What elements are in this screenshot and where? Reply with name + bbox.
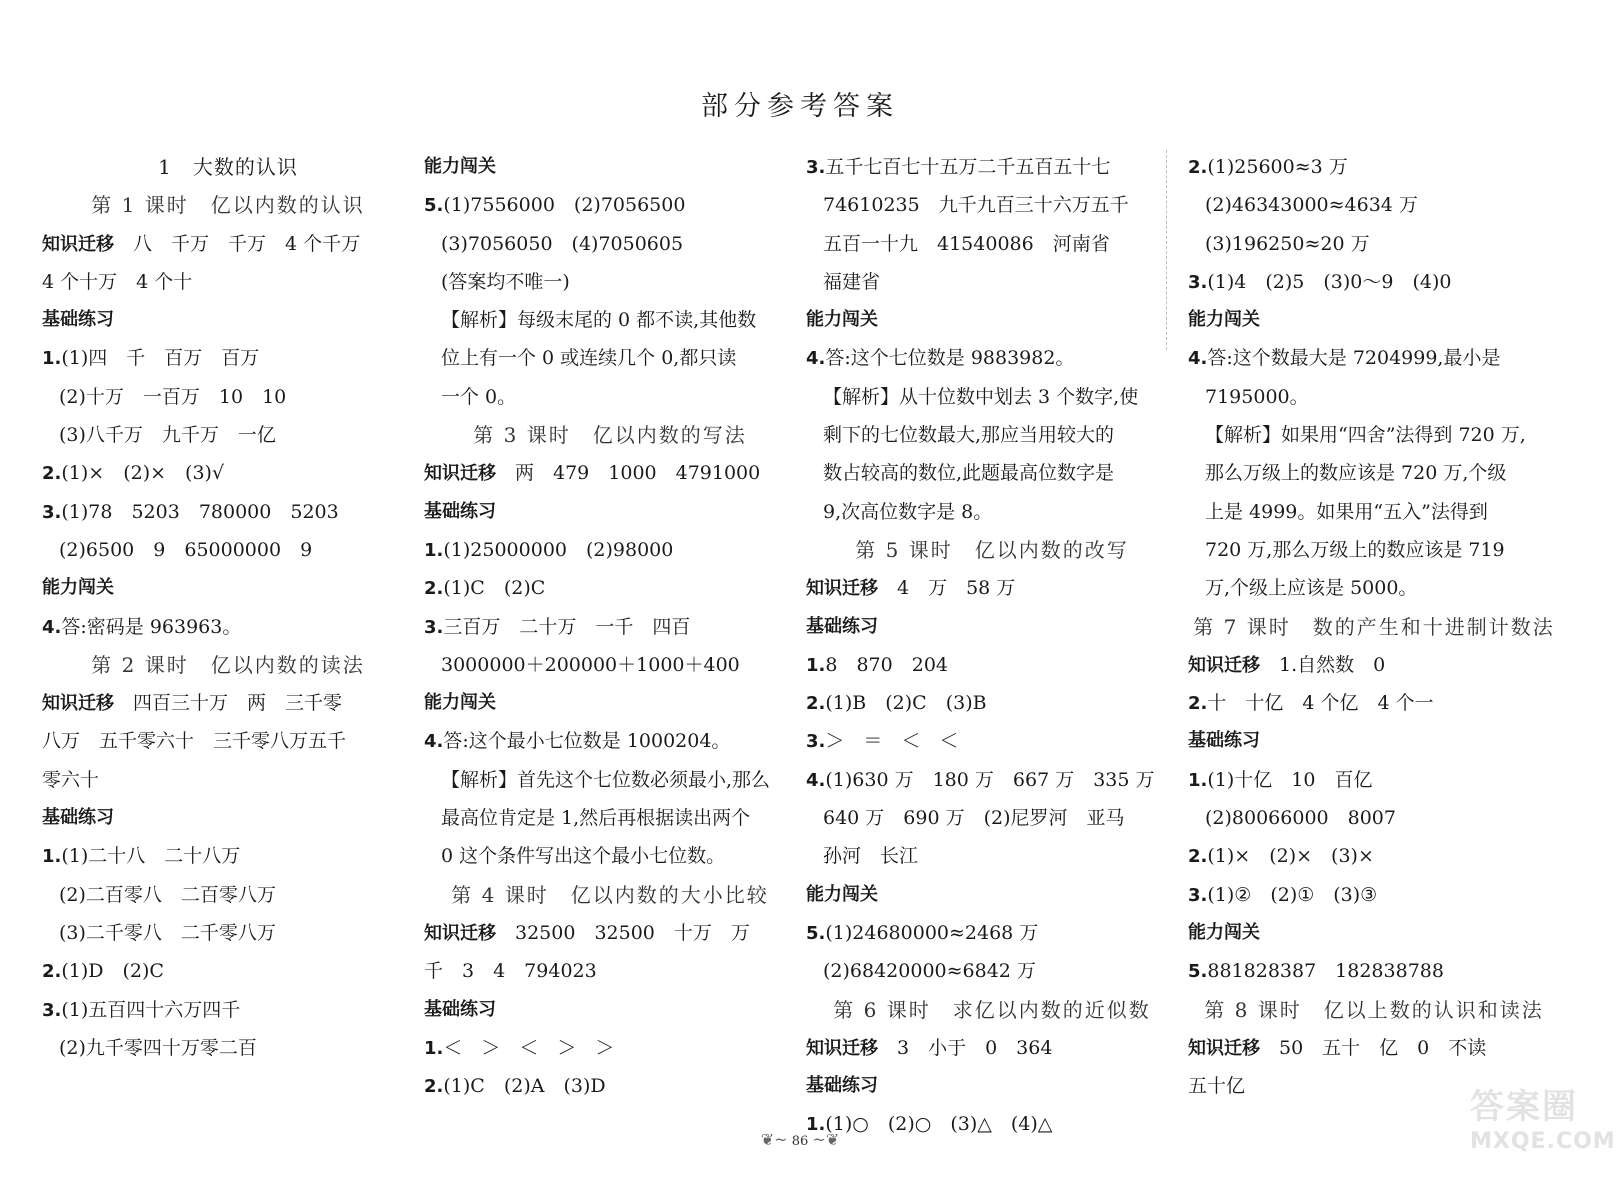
section-heading: 能力闯关 — [42, 577, 114, 599]
page-title: 部分参考答案 — [701, 91, 899, 122]
knowledge-transfer-line — [42, 225, 414, 263]
answer-item — [42, 837, 414, 875]
section-label: 知识迁移 — [1188, 654, 1260, 676]
item-number: 4. — [806, 769, 826, 791]
answer-text: 八 千万 千万 4 个千万 — [114, 232, 361, 255]
answer-item — [1188, 876, 1560, 914]
item-number: 1. — [424, 1037, 444, 1059]
section-label: 知识迁移 — [806, 1037, 878, 1059]
answer-text: 答:这个七位数是 9883982。 — [825, 347, 1075, 370]
answer-line: (答案均不唯一) — [441, 270, 570, 293]
item-number: 4. — [1188, 348, 1208, 370]
answer-text: (1)24680000≈2468 万 — [825, 921, 1039, 944]
answer-text: 881828387 182838788 — [1207, 960, 1444, 983]
answer-line: (3)二千零八 二千零八万 — [59, 921, 276, 944]
answer-line: 零六十 — [42, 768, 100, 791]
lesson-heading: 第 8 课时 亿以上数的认识和读法 — [1204, 997, 1544, 1022]
answer-line: 【解析】首先这个七位数必须最小,那么 — [441, 768, 771, 791]
item-number: 2. — [424, 1076, 444, 1098]
lesson-heading: 第 7 课时 数的产生和十进制计数法 — [1193, 614, 1555, 639]
answer-item — [806, 722, 1178, 760]
answer-text: (1)630 万 180 万 667 万 335 万 — [825, 768, 1155, 791]
item-number: 5. — [806, 922, 826, 944]
answer-text: (1)B (2)C (3)B — [825, 692, 987, 715]
answer-text: (1)7556000 (2)7056500 — [443, 194, 686, 217]
item-number: 5. — [424, 195, 444, 217]
item-number: 1. — [806, 654, 826, 676]
answer-item — [424, 1029, 796, 1067]
answer-line: 【解析】每级末尾的 0 都不读,其他数 — [441, 309, 757, 332]
section-heading: 能力闯关 — [424, 692, 496, 714]
answer-line: 那么万级上的数应该是 720 万,个级 — [1205, 462, 1507, 485]
ornament-left-icon: ❦~ — [760, 1130, 788, 1149]
lesson-heading: 第 4 课时 亿以内数的大小比较 — [451, 882, 769, 907]
item-number: 1. — [806, 1114, 826, 1136]
item-number: 2. — [1188, 693, 1208, 715]
answer-text: 50 五十 亿 0 不读 — [1260, 1036, 1487, 1059]
answer-line: 千 3 4 794023 — [424, 960, 597, 983]
answer-line: (2)68420000≈6842 万 — [823, 960, 1036, 983]
answer-line: (2)二百零八 二百零八万 — [59, 883, 276, 906]
chapter-heading: 1 大数的认识 — [158, 155, 298, 179]
answer-line: 【解析】如果用“四舍”法得到 720 万, — [1205, 424, 1526, 447]
answer-text: (1)四 千 百万 百万 — [61, 347, 260, 370]
answer-text: 十 十亿 4 个亿 4 个一 — [1207, 692, 1434, 715]
item-number: 3. — [806, 731, 826, 753]
section-label: 知识迁移 — [42, 233, 114, 255]
section-label: 知识迁移 — [424, 463, 496, 485]
item-number: 3. — [1188, 271, 1208, 293]
answer-text: 8 870 204 — [825, 653, 948, 676]
item-number: 2. — [42, 463, 62, 485]
answer-text: (1)4 (2)5 (3)0～9 (4)0 — [1207, 270, 1452, 293]
section-label: 知识迁移 — [1188, 1037, 1260, 1059]
answer-item — [42, 339, 414, 377]
answer-text: ＜ ＞ ＜ ＞ ＞ — [443, 1036, 615, 1059]
watermark-bottom: MXQE.COM — [1470, 1129, 1616, 1154]
item-number: 4. — [806, 348, 826, 370]
answer-text: 32500 32500 十万 万 — [496, 921, 750, 944]
answer-line: (2)80066000 8007 — [1205, 807, 1396, 830]
answer-line: (2)6500 9 65000000 9 — [59, 538, 313, 561]
answer-text: (1)十亿 10 百亿 — [1207, 768, 1373, 791]
item-number: 2. — [42, 961, 62, 983]
answer-item — [806, 914, 1178, 952]
item-number: 4. — [424, 731, 444, 753]
section-heading: 基础练习 — [424, 500, 496, 522]
watermark-logo — [1470, 1085, 1616, 1175]
answer-item — [424, 722, 796, 760]
answer-line: 剩下的七位数最大,那应当用较大的 — [823, 424, 1115, 447]
item-number: 3. — [1188, 884, 1208, 906]
answer-line: 640 万 690 万 (2)尼罗河 亚马 — [823, 807, 1125, 830]
knowledge-transfer-line — [424, 454, 796, 492]
answer-line: 4 个十万 4 个十 — [42, 270, 193, 293]
answer-item — [424, 186, 796, 224]
answer-text: 3 小于 0 364 — [878, 1036, 1053, 1059]
answer-text: (1)× (2)× (3)× — [1207, 845, 1374, 868]
section-heading: 能力闯关 — [1188, 309, 1260, 331]
answer-item — [806, 148, 1178, 186]
lesson-heading: 第 3 课时 亿以内数的写法 — [473, 423, 747, 448]
answer-line: 一个 0。 — [441, 385, 517, 408]
answer-line: 【解析】从十位数中划去 3 个数字,使 — [823, 385, 1139, 408]
knowledge-transfer-line — [42, 684, 414, 722]
item-number: 2. — [806, 693, 826, 715]
item-number: 5. — [1188, 961, 1208, 983]
answer-line: 3000000＋200000＋1000＋400 — [441, 653, 740, 676]
item-number: 1. — [1188, 769, 1208, 791]
section-heading: 基础练习 — [1188, 730, 1260, 752]
item-number: 3. — [424, 616, 444, 638]
answer-line: 720 万,那么万级上的数应该是 719 — [1205, 538, 1505, 561]
answer-text: 三百万 二十万 一千 四百 — [443, 615, 691, 638]
answer-column-4 — [1188, 148, 1560, 1105]
ornament-right-icon: ~❦ — [812, 1130, 840, 1149]
section-heading: 基础练习 — [42, 807, 114, 829]
answer-text: (1)× (2)× (3)√ — [61, 462, 225, 485]
answer-item — [424, 531, 796, 569]
answer-text: 答:这个最小七位数是 1000204。 — [443, 730, 731, 753]
section-heading: 能力闯关 — [424, 156, 496, 177]
answer-line: (3)196250≈20 万 — [1205, 232, 1370, 255]
section-heading: 能力闯关 — [1188, 921, 1260, 943]
answer-line: (2)九千零四十万零二百 — [59, 1036, 257, 1059]
answer-line: 9,次高位数字是 8。 — [823, 500, 993, 523]
answer-text: 四百三十万 两 三千零 — [114, 692, 343, 715]
answer-text: (1)C (2)A (3)D — [443, 1075, 606, 1098]
item-number: 2. — [1188, 846, 1208, 868]
answer-item — [424, 608, 796, 646]
answer-item — [1188, 148, 1560, 186]
answer-text: (1)二十八 二十八万 — [61, 845, 241, 868]
watermark-top: 答案圈 — [1470, 1087, 1578, 1127]
section-label: 知识迁移 — [42, 693, 114, 715]
answer-item — [806, 339, 1178, 377]
answer-text: 五千七百七十五万二千五百五十七 — [825, 156, 1111, 178]
answer-item — [1188, 339, 1560, 377]
knowledge-transfer-line — [806, 1029, 1178, 1067]
answer-item — [1188, 761, 1560, 799]
answer-item — [806, 646, 1178, 684]
answer-line: 74610235 九千九百三十六万五千 — [823, 194, 1129, 217]
lesson-heading: 第 5 课时 亿以内数的改写 — [855, 537, 1129, 562]
answer-text: 4 万 58 万 — [878, 577, 1016, 600]
answer-line: (3)八千万 九千万 一亿 — [59, 424, 276, 447]
answer-column-2 — [424, 148, 796, 1105]
answer-item — [42, 952, 414, 990]
answer-line: (2)十万 一百万 10 10 — [59, 385, 287, 408]
knowledge-transfer-line — [806, 569, 1178, 607]
answer-text: (1)五百四十六万四千 — [61, 998, 241, 1021]
answer-text: 答:密码是 963963。 — [61, 615, 242, 638]
answer-line: (3)7056050 (4)7050605 — [441, 232, 684, 255]
answer-column-1 — [42, 148, 414, 1067]
section-heading: 基础练习 — [806, 1075, 878, 1097]
answer-line: 最高位肯定是 1,然后再根据读出两个 — [441, 807, 751, 830]
answer-text: (1)D (2)C — [61, 960, 164, 983]
page-footer — [0, 1130, 1600, 1149]
section-label: 知识迁移 — [806, 578, 878, 600]
answer-text: (1)C (2)C — [443, 577, 546, 600]
section-heading: 基础练习 — [42, 309, 114, 331]
answer-text: 答:这个数最大是 7204999,最小是 — [1207, 347, 1501, 370]
answer-item — [1188, 837, 1560, 875]
section-heading: 基础练习 — [424, 998, 496, 1020]
answer-line: 八万 五千零六十 三千零八万五千 — [42, 730, 347, 753]
item-number: 2. — [1188, 157, 1208, 178]
answer-text: (1)78 5203 780000 5203 — [61, 500, 339, 523]
item-number: 4. — [42, 616, 62, 638]
answer-line: (2)46343000≈4634 万 — [1205, 194, 1418, 217]
answer-line: 上是 4999。如果用“五入”法得到 — [1205, 500, 1488, 523]
answer-text: (1)② (2)① (3)③ — [1207, 883, 1378, 906]
answer-item — [424, 569, 796, 607]
section-heading: 能力闯关 — [806, 309, 878, 331]
answer-line: 数占较高的数位,此题最高位数字是 — [823, 462, 1115, 485]
answer-text: (1)○ (2)○ (3)△ (4)△ — [825, 1113, 1053, 1136]
answer-line: 孙河 长江 — [823, 845, 919, 868]
item-number: 1. — [42, 846, 62, 868]
answer-item — [42, 608, 414, 646]
answer-text: 1.自然数 0 — [1260, 653, 1386, 676]
answer-item — [1188, 684, 1560, 722]
answer-line: 位上有一个 0 或连续几个 0,都只读 — [441, 347, 737, 370]
answer-line: 0 这个条件写出这个最小七位数。 — [441, 845, 726, 868]
knowledge-transfer-line — [424, 914, 796, 952]
knowledge-transfer-line — [1188, 646, 1560, 684]
answer-text: (1)25000000 (2)98000 — [443, 538, 674, 561]
section-heading: 能力闯关 — [806, 883, 878, 905]
page-number: 86 — [791, 1134, 809, 1149]
answer-item — [42, 991, 414, 1029]
answer-item — [806, 684, 1178, 722]
answer-line: 福建省 — [823, 270, 881, 293]
item-number: 3. — [42, 501, 62, 523]
answer-item — [42, 493, 414, 531]
answer-line: 万,个级上应该是 5000。 — [1205, 577, 1418, 600]
knowledge-transfer-line — [1188, 1029, 1560, 1067]
answer-text: 两 479 1000 4791000 — [496, 462, 761, 485]
item-number: 1. — [42, 348, 62, 370]
answer-line: 7195000。 — [1205, 385, 1309, 408]
item-number: 1. — [424, 539, 444, 561]
item-number: 3. — [806, 157, 826, 178]
section-label: 知识迁移 — [424, 922, 496, 944]
answer-line: 五百一十九 41540086 河南省 — [823, 232, 1110, 255]
answer-line: 五十亿 — [1188, 1075, 1246, 1098]
answer-text: ＞ ＝ ＜ ＜ — [825, 730, 959, 753]
answer-item — [424, 1067, 796, 1105]
answer-column-3 — [806, 148, 1178, 1144]
answer-item — [1188, 952, 1560, 990]
section-heading: 基础练习 — [806, 615, 878, 637]
answer-item — [42, 454, 414, 492]
item-number: 3. — [42, 999, 62, 1021]
item-number: 2. — [424, 578, 444, 600]
lesson-heading: 第 6 课时 求亿以内数的近似数 — [833, 997, 1151, 1022]
answer-text: (1)25600≈3 万 — [1207, 156, 1348, 178]
lesson-heading: 第 1 课时 亿以内数的认识 — [91, 193, 365, 218]
lesson-heading: 第 2 课时 亿以内数的读法 — [91, 652, 365, 677]
answer-item — [1188, 263, 1560, 301]
answer-item — [806, 761, 1178, 799]
